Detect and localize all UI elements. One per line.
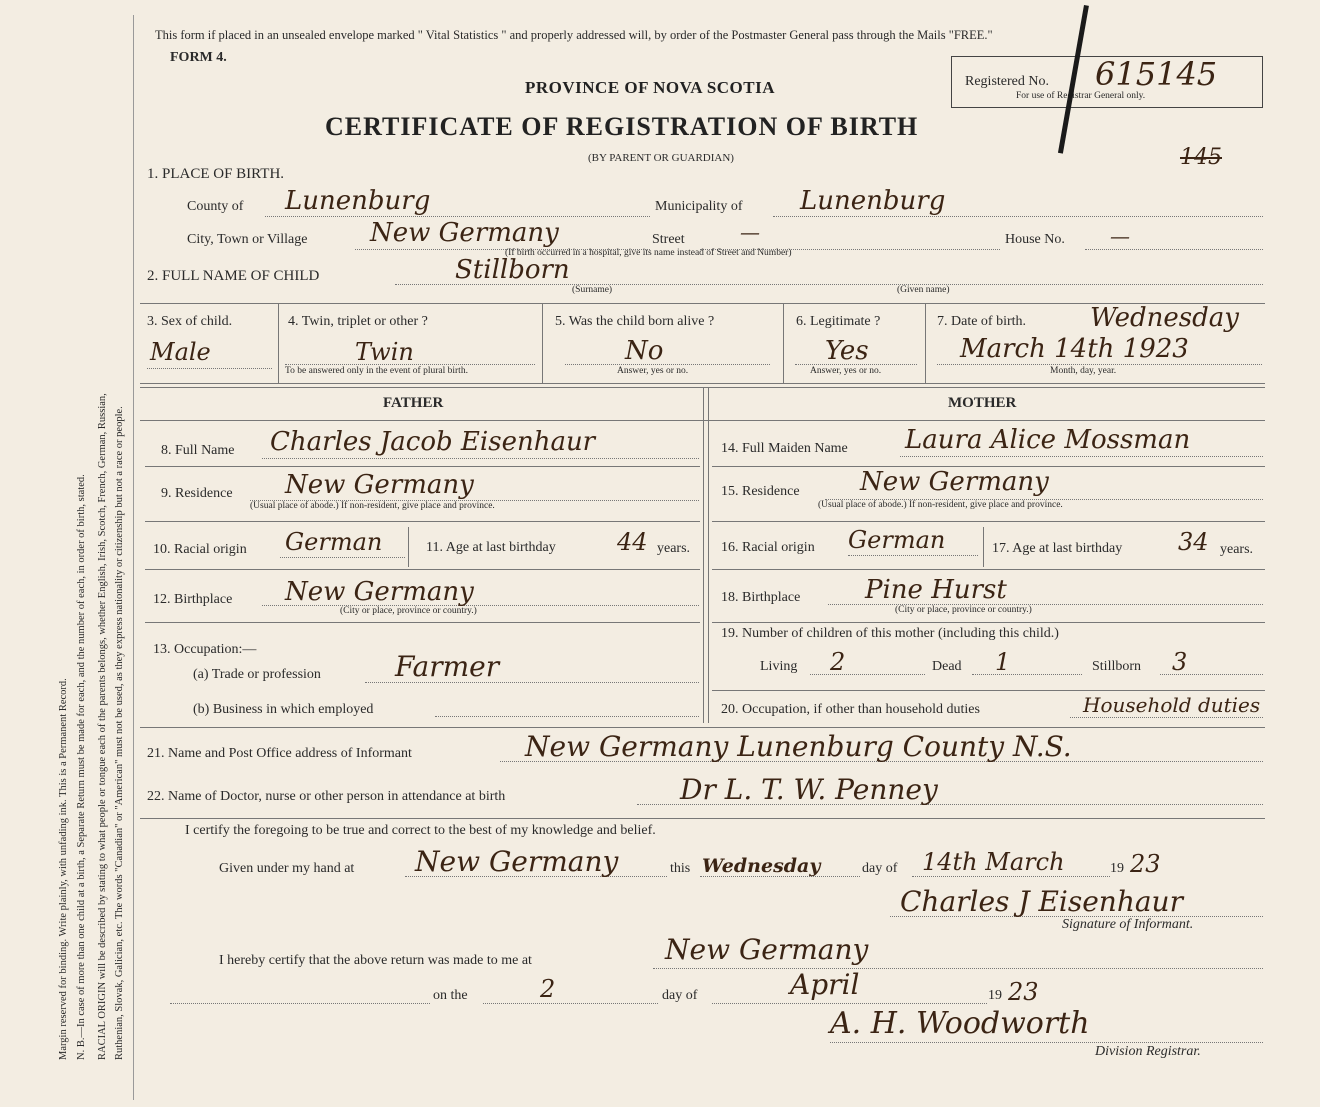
informant-label: 21. Name and Post Office address of Informant — [147, 746, 412, 761]
father-residence: New Germany — [285, 470, 474, 500]
given-label: Given under my hand at — [219, 861, 355, 876]
father-occupation-label: 13. Occupation:— — [153, 642, 257, 657]
registrar-place: New Germany — [665, 933, 869, 966]
mother-age: 34 — [1178, 528, 1209, 556]
struck-number: 145 — [1180, 145, 1222, 170]
this-label: this — [670, 861, 691, 876]
house-label: House No. — [1005, 232, 1065, 247]
mother-residence-note: (Usual place of abode.) If non-resident, give place and province. — [818, 500, 1063, 510]
province-heading: PROVINCE OF NOVA SCOTIA — [525, 78, 776, 97]
legitimate-label: 6. Legitimate ? — [796, 314, 881, 329]
mother-years: years. — [1220, 542, 1254, 557]
certify-date: 14th March — [922, 848, 1065, 876]
street-value: — — [740, 220, 760, 244]
given-place: New Germany — [415, 845, 619, 878]
registrar-month: April — [790, 968, 860, 1001]
legitimate-value: Yes — [825, 336, 869, 366]
father-age: 44 — [617, 528, 648, 556]
city-label: City, Town or Village — [187, 232, 308, 247]
registrar-signature: A. H. Woodworth — [830, 1006, 1090, 1041]
father-years: years. — [657, 541, 691, 556]
child-name-label: 2. FULL NAME OF CHILD — [147, 268, 320, 284]
father-residence-note: (Usual place of abode.) If non-resident, give place and province. — [250, 501, 495, 511]
county-value: Lunenburg — [285, 186, 431, 216]
alive-note: Answer, yes or no. — [617, 366, 689, 376]
stillborn-value: 3 — [1172, 648, 1188, 676]
doctor-value: Dr L. T. W. Penney — [680, 773, 938, 806]
informant-signature-label: Signature of Informant. — [1062, 917, 1194, 932]
hospital-note: (If birth occurred in a hospital, give its name instead of Street and Number) — [505, 248, 792, 258]
form-number: FORM 4. — [170, 50, 227, 65]
father-racial-label: 10. Racial origin — [153, 542, 247, 557]
margin-rule — [133, 15, 134, 1100]
father-name: Charles Jacob Eisenhaur — [270, 427, 596, 457]
father-birthplace: New Germany — [285, 577, 474, 607]
father-birthplace-label: 12. Birthplace — [153, 592, 233, 607]
twin-note: To be answered only in the event of plural birth. — [285, 366, 468, 376]
child-surname: Stillborn — [455, 255, 570, 285]
mother-birthplace: Pine Hurst — [865, 575, 1007, 605]
mother-children-label: 19. Number of children of this mother (including this child.) — [721, 626, 1059, 641]
margin-note-4: Ruthenian, Slovak, Galician, etc. The words "Canadian" or "American" must not be used, as they express nationality or citizenship but not a race or people. — [114, 406, 125, 1060]
mother-occupation: Household duties — [1083, 693, 1261, 717]
municipality-label: Municipality of — [655, 199, 743, 214]
registrar-year: 23 — [1008, 978, 1039, 1006]
street-label: Street — [652, 232, 685, 247]
dead-label: Dead — [932, 659, 962, 674]
registrar-day: 2 — [540, 975, 556, 1003]
alive-label: 5. Was the child born alive ? — [555, 314, 715, 329]
legitimate-note: Answer, yes or no. — [810, 366, 882, 376]
municipality-value: Lunenburg — [800, 186, 946, 216]
twin-label: 4. Twin, triplet or other ? — [288, 314, 428, 329]
father-name-label: 8. Full Name — [161, 443, 235, 458]
surname-note: (Surname) — [572, 285, 613, 295]
margin-note-2: N. B.—In case of more than one child at a birth, a Separate Return must be made for each, and the number of each, in order of birth, stated. — [76, 474, 87, 1060]
certificate-title: CERTIFICATE OF REGISTRATION OF BIRTH — [325, 112, 919, 141]
certify-year-prefix: 19 — [1110, 861, 1124, 876]
certify-day-label: day of — [862, 861, 898, 876]
certificate-subtitle: (BY PARENT OR GUARDIAN) — [588, 152, 734, 164]
father-birthplace-note: (City or place, province or country.) — [340, 606, 477, 616]
city-value: New Germany — [370, 218, 559, 248]
mother-name: Laura Alice Mossman — [905, 425, 1191, 455]
registrar-year-prefix: 19 — [988, 988, 1002, 1003]
dob-label: 7. Date of birth. — [937, 314, 1027, 329]
registrar-text: I hereby certify that the above return was made to me at — [219, 953, 532, 968]
registrar-note: For use of Registrar General only. — [1016, 91, 1146, 101]
mother-racial-label: 16. Racial origin — [721, 540, 815, 555]
mother-heading: MOTHER — [948, 395, 1017, 411]
margin-note-3: RACIAL ORIGIN will be described by stating to what people or tongue each of the parents belongs, whether English, Irish, Scotch, French, German, Russian, — [97, 393, 108, 1060]
margin-note-1: Margin reserved for binding. Write plainly, with unfading ink. This is a Permanent Record. — [58, 678, 69, 1060]
informant-value: New Germany Lunenburg County N.S. — [525, 730, 1072, 763]
registered-number: 615145 — [1095, 55, 1218, 93]
mother-birthplace-label: 18. Birthplace — [721, 590, 801, 605]
dob-value: March 14th 1923 — [960, 334, 1189, 364]
living-value: 2 — [830, 648, 846, 676]
dob-day: Wednesday — [1090, 303, 1239, 333]
registrar-on-label: on the — [433, 988, 468, 1003]
mother-racial: German — [848, 526, 946, 554]
father-residence-label: 9. Residence — [161, 486, 233, 501]
doctor-label: 22. Name of Doctor, nurse or other person in attendance at birth — [147, 789, 506, 804]
registrar-day-label: day of — [662, 988, 698, 1003]
certify-year: 23 — [1130, 850, 1161, 878]
registrar-signature-label: Division Registrar. — [1095, 1044, 1201, 1059]
sex-value: Male — [150, 338, 211, 366]
given-name-note: (Given name) — [897, 285, 950, 295]
father-trade: Farmer — [395, 650, 500, 683]
father-business-label: (b) Business in which employed — [193, 702, 374, 717]
mother-residence: New Germany — [860, 467, 1049, 497]
registered-label: Registered No. — [965, 74, 1049, 89]
father-age-label: 11. Age at last birthday — [426, 540, 556, 555]
mother-name-label: 14. Full Maiden Name — [721, 441, 848, 456]
dead-value: 1 — [995, 648, 1011, 676]
county-label: County of — [187, 199, 244, 214]
dob-note: Month, day, year. — [1050, 366, 1117, 376]
sex-label: 3. Sex of child. — [147, 314, 233, 329]
day-word: Wednesday — [702, 855, 821, 877]
informant-signature: Charles J Eisenhaur — [900, 885, 1183, 918]
alive-value: No — [625, 336, 664, 366]
mother-residence-label: 15. Residence — [721, 484, 800, 499]
postal-notice: This form if placed in an unsealed envelope marked " Vital Statistics " and properly addressed will, by order of the Postmaster General pass through the Mails "FREE." — [155, 28, 993, 42]
stillborn-label: Stillborn — [1092, 659, 1142, 674]
father-heading: FATHER — [383, 395, 444, 411]
mother-age-label: 17. Age at last birthday — [992, 541, 1123, 556]
living-label: Living — [760, 659, 798, 674]
father-trade-label: (a) Trade or profession — [193, 667, 321, 682]
place-of-birth-heading: 1. PLACE OF BIRTH. — [147, 166, 285, 182]
certify-text: I certify the foregoing to be true and correct to the best of my knowledge and belief. — [185, 823, 656, 838]
house-value: — — [1110, 224, 1130, 248]
twin-value: Twin — [355, 338, 414, 366]
mother-occupation-label: 20. Occupation, if other than household duties — [721, 702, 980, 717]
mother-birthplace-note: (City or place, province or country.) — [895, 605, 1032, 615]
father-racial: German — [285, 528, 383, 556]
